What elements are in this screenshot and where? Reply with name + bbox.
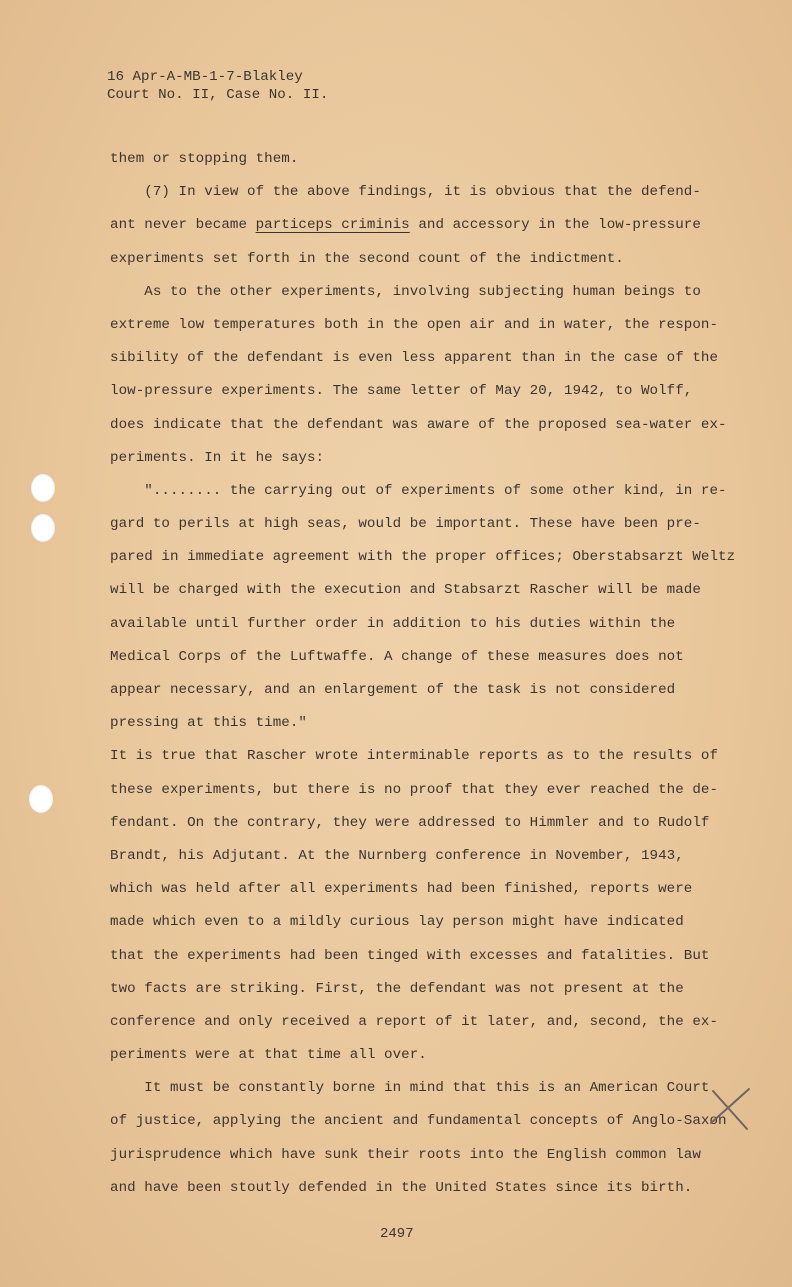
text-run: low-pressure experiments. The same letter of May 20, 1942, to Wolff,	[110, 383, 693, 400]
text-run: them or stopping them.	[110, 151, 299, 167]
text-run: made which even to a mildly curious lay person might have indicated	[110, 914, 684, 931]
punch-hole	[31, 514, 55, 542]
text-line	[110, 577, 710, 610]
text-line	[110, 1042, 710, 1075]
text-line	[110, 478, 727, 511]
text-run: periments. In it he says:	[110, 449, 325, 466]
text-line	[110, 777, 719, 810]
text-run: pressing at this time."	[110, 715, 307, 732]
text-run: available until further order in addition to his duties within the	[110, 615, 676, 632]
text-line	[110, 1108, 727, 1141]
text-line	[110, 677, 710, 710]
text-line	[110, 710, 710, 743]
text-line	[110, 843, 710, 876]
text-run: As to the other experiments, involving subjecting human beings to	[110, 283, 701, 300]
text-run: Brandt, his Adjutant. At the Nurnberg conference in November, 1943,	[110, 847, 684, 864]
text-line	[110, 212, 710, 245]
text-run: experiments set forth in the second count of the indictment.	[110, 250, 624, 267]
text-run: two facts are striking. First, the defendant was not present at the	[110, 980, 684, 997]
text-line	[110, 909, 710, 942]
text-run: Medical Corps of the Luftwaffe. A change of these measures does not	[110, 648, 684, 665]
text-line	[110, 611, 710, 644]
punch-hole	[29, 785, 53, 813]
text-line	[110, 378, 710, 411]
text-line	[110, 179, 710, 212]
header-line-2: Court No. II, Case No. II.	[107, 87, 329, 103]
page-number: 2497	[380, 1226, 414, 1242]
text-line	[110, 146, 710, 179]
text-run: will be charged with the execution and Stabsarzt Rascher will be made	[110, 582, 701, 599]
text-run: It is true that Rascher wrote interminable reports as to the results of	[110, 748, 719, 765]
text-run: and accessory in the low-pressure	[409, 217, 701, 234]
text-run: these experiments, but there is no proof that they ever reached the de-	[110, 781, 719, 798]
text-line	[110, 876, 710, 909]
text-line	[110, 1142, 710, 1175]
text-line	[110, 279, 710, 312]
text-run: conference and only received a report of it later, and, second, the ex-	[110, 1013, 719, 1030]
text-line	[110, 312, 719, 345]
text-line	[110, 1075, 710, 1108]
text-run: of justice, applying the ancient and fundamental concepts of Anglo-Saxon	[110, 1113, 727, 1130]
punch-hole	[31, 474, 55, 502]
text-run: does indicate that the defendant was aware of the proposed sea-water ex-	[110, 416, 727, 433]
text-line	[110, 644, 710, 677]
text-line	[110, 445, 710, 478]
text-line	[110, 943, 710, 976]
text-run: fendant. On the contrary, they were addressed to Himmler and to Rudolf	[110, 814, 710, 831]
body-text	[110, 146, 736, 1208]
text-run: extreme low temperatures both in the open air and in water, the respon-	[110, 316, 719, 333]
text-run: It must be constantly borne in mind that this is an American Court	[110, 1080, 710, 1097]
text-line	[110, 1009, 719, 1042]
text-run: (7) In view of the above findings, it is obvious that the defend-	[110, 184, 701, 201]
header-line-1: 16 Apr-A-MB-1-7-Blakley	[107, 69, 303, 85]
text-line	[110, 511, 710, 544]
text-line	[110, 345, 719, 378]
text-run: pared in immediate agreement with the proper offices; Oberstabsarzt Weltz	[110, 549, 736, 566]
text-run: which was held after all experiments had been finished, reports were	[110, 881, 693, 898]
text-run: ant never became	[110, 217, 256, 234]
document-header	[107, 68, 328, 104]
text-run: gard to perils at high seas, would be important. These have been pre-	[110, 516, 701, 533]
text-run: periments were at that time all over.	[110, 1047, 427, 1064]
text-line	[110, 246, 710, 279]
text-line	[110, 743, 719, 776]
text-line	[110, 544, 736, 577]
underlined-term: particeps criminis	[255, 217, 410, 234]
text-run: appear necessary, and an enlargement of the task is not considered	[110, 682, 676, 698]
text-run: that the experiments had been tinged with excesses and fatalities. But	[110, 947, 710, 964]
text-run: sibility of the defendant is even less apparent than in the case of the	[110, 350, 719, 367]
text-run: jurisprudence which have sunk their roots into the English common law	[110, 1146, 701, 1163]
handwritten-x-mark-icon	[705, 1085, 755, 1135]
text-run: and have been stoutly defended in the United States since its birth.	[110, 1179, 693, 1196]
text-run: "........ the carrying out of experiments of some other kind, in re-	[110, 482, 727, 499]
text-line	[110, 976, 710, 1009]
text-line	[110, 1175, 710, 1208]
text-line	[110, 412, 727, 445]
text-line	[110, 810, 710, 843]
